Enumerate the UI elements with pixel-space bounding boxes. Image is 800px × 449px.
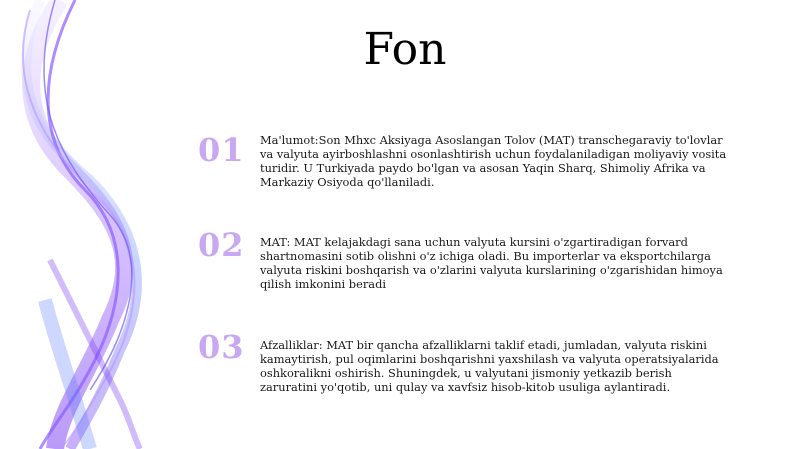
item-number: 01 bbox=[198, 131, 245, 169]
item-number: 02 bbox=[198, 226, 245, 264]
item-text: Afzalliklar: MAT bir qancha afzalliklarni taklif etadi, jumladan, valyuta riskini kamaytirish, pul oqimlarini boshqarishni yaxshilash va valyuta operatsiyalarida oshkoralikni oshirish. Shuningdek, u valyutani jismoniy yetkazib berish zaruratini yo'qotib, uni qulay va xavfsiz hisob-kitob usuliga aylantiradi. bbox=[260, 338, 719, 394]
item-text: MAT: MAT kelajakdagi sana uchun valyuta kursini o'zgartiradigan forvard shartnomasini sotib olishni o'z ichiga oladi. Bu importerlar va eksportchilarga valyuta riskini boshqarish va o'zlarini valyuta kurslarining o'zgarishidan himoya qilish imkonini beradi bbox=[260, 235, 723, 291]
item-text: Ma'lumot:Son Mhxc Aksiyaga Asoslangan Tolov (MAT) transchegaraviy to'lovlar va valyuta ayirboshlashni osonlashtirish uchun foydalaniladigan moliyaviy vosita turidir. U Turkiyada paydo bo'lgan va asosan Yaqin Sharq, Shimoliy Afrika va Markaziy Osiyoda qo'llaniladi. bbox=[260, 133, 727, 189]
decorative-ribbon bbox=[0, 0, 200, 449]
slide-title: Fon bbox=[363, 24, 447, 75]
item-number: 03 bbox=[198, 328, 245, 366]
